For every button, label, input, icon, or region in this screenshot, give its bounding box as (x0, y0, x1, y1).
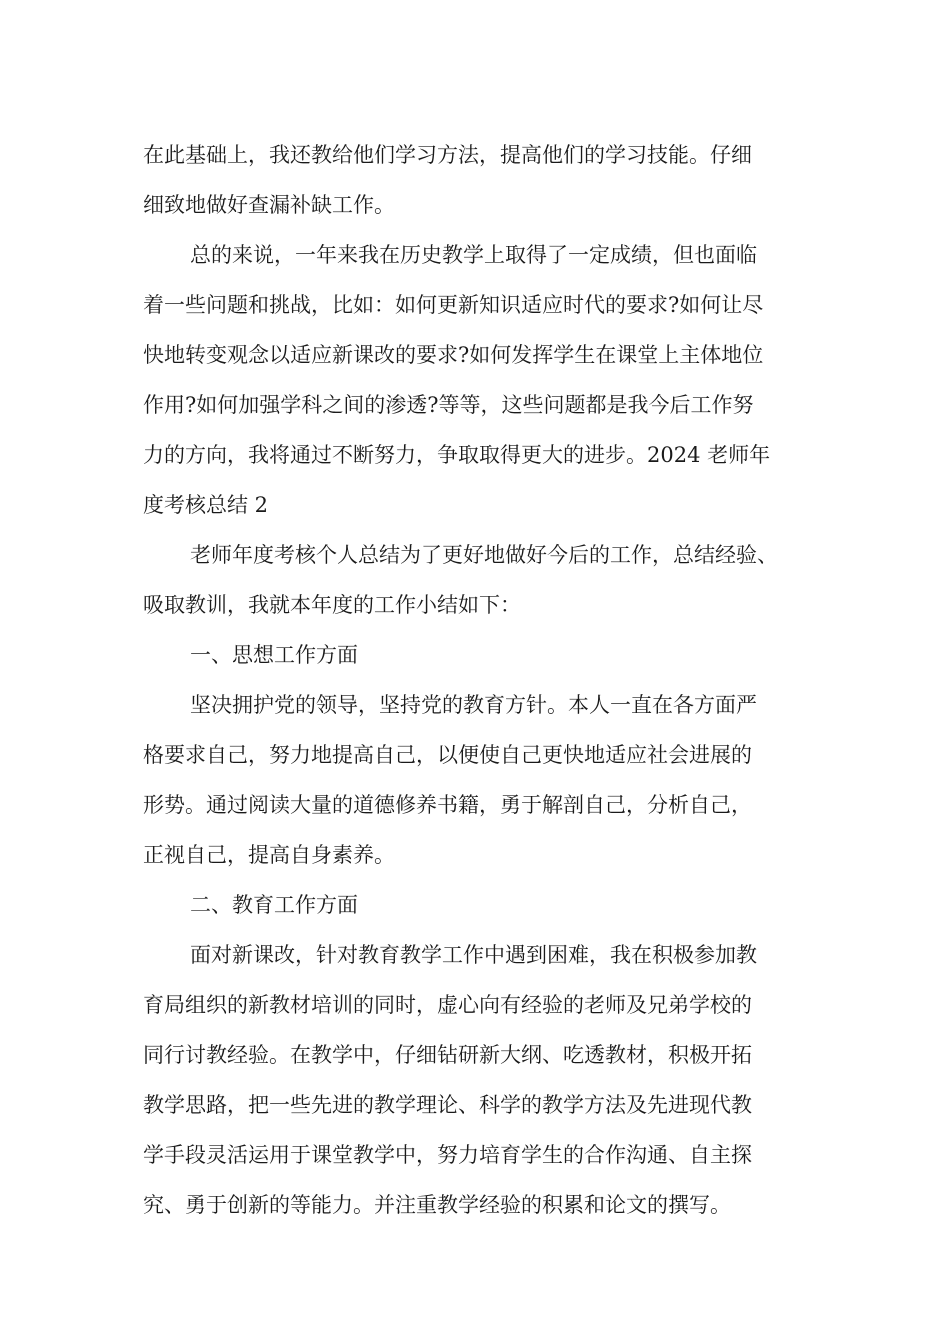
text-line: 格要求自己，努力地提高自己，以便使自己更快地适应社会进展的 (143, 743, 752, 767)
text-line: 育局组织的新教材培训的同时，虚心向有经验的老师及兄弟学校的 (143, 993, 752, 1017)
text-line: 作用?如何加强学科之间的渗透?等等，这些问题都是我今后工作努 (143, 393, 754, 417)
body-text (143, 130, 823, 1230)
text-line: 在此基础上，我还教给他们学习方法，提高他们的学习技能。仔细 (143, 143, 752, 167)
paragraph-start-line: 面对新课改，针对教育教学工作中遇到困难，我在积极参加教 (190, 943, 757, 967)
paragraph-start-line: 坚决拥护党的领导，坚持党的教育方针。本人一直在各方面严 (190, 693, 757, 717)
text-line: 形势。通过阅读大量的道德修养书籍，勇于解剖自己，分析自己， (143, 793, 752, 817)
text-line: 学手段灵活运用于课堂教学中，努力培育学生的合作沟通、自主探 (143, 1143, 752, 1167)
text-line: 快地转变观念以适应新课改的要求?如何发挥学生在课堂上主体地位 (143, 343, 764, 367)
text-line: 同行讨教经验。在教学中，仔细钻研新大纲、吃透教材，积极开拓 (143, 1043, 752, 1067)
text-line: 细致地做好查漏补缺工作。 (143, 193, 395, 217)
paragraph-start-line: 老师年度考核个人总结为了更好地做好今后的工作，总结经验、 (190, 543, 778, 567)
text-line: 教学思路，把一些先进的教学理论、科学的教学方法及先进现代教 (143, 1093, 752, 1117)
text-line: 着一些问题和挑战，比如：如何更新知识适应时代的要求?如何让尽 (143, 293, 764, 317)
paragraph-start-line: 总的来说，一年来我在历史教学上取得了一定成绩，但也面临 (190, 243, 757, 267)
section-heading: 一、思想工作方面 (190, 643, 358, 667)
section-heading: 二、教育工作方面 (190, 893, 358, 917)
text-line: 度考核总结 2 (143, 493, 269, 517)
text-line: 究、勇于创新的等能力。并注重教学经验的积累和论文的撰写。 (143, 1193, 731, 1217)
text-line: 正视自己，提高自身素养。 (143, 843, 395, 867)
text-line: 力的方向，我将通过不断努力，争取取得更大的进步。2024 老师年 (143, 443, 771, 467)
text-line: 吸取教训，我就本年度的工作小结如下： (143, 593, 521, 617)
